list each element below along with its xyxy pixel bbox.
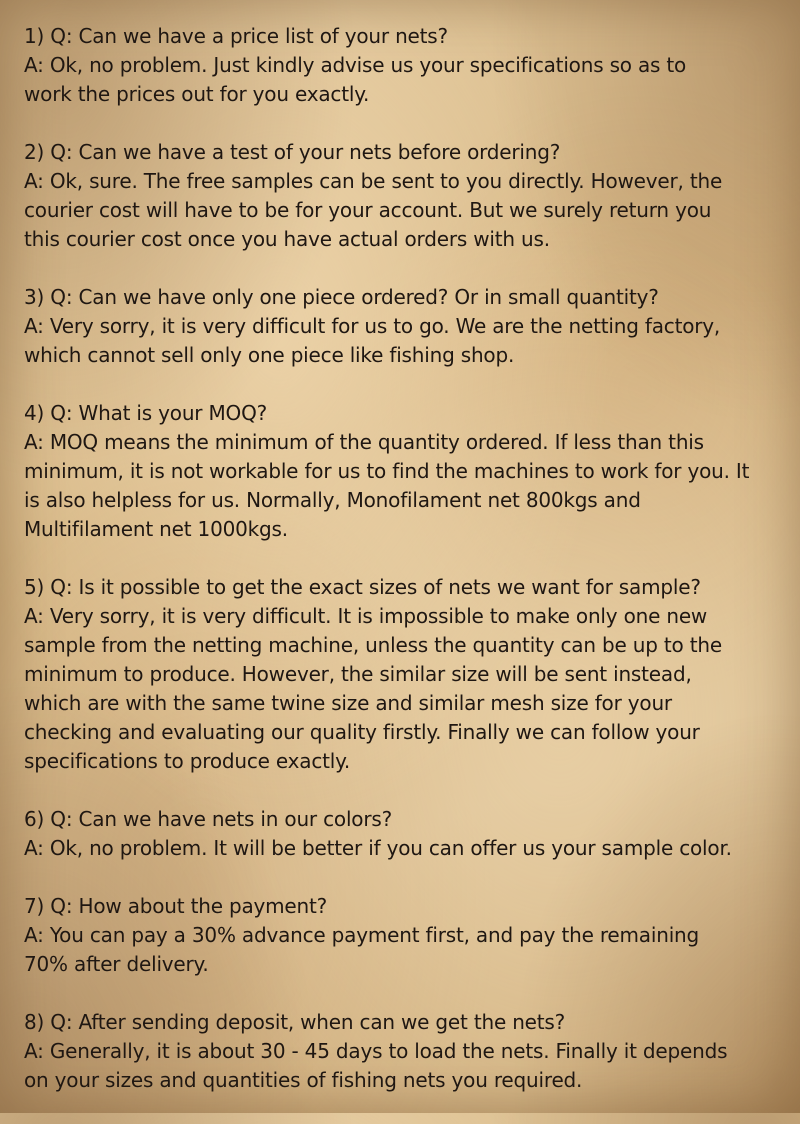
faq-question: 7) Q: How about the payment? [24,894,328,918]
faq-question: 8) Q: After sending deposit, when can we get the nets? [24,1010,566,1034]
faq-answer-line: 70% after delivery. [24,952,209,976]
faq-item-4 [24,399,788,544]
faq-answer-line: A: Generally, it is about 30 - 45 days to load the nets. Finally it depends [24,1039,728,1063]
faq-question: 6) Q: Can we have nets in our colors? [24,807,392,831]
faq-item-3 [24,283,788,370]
faq-item-5 [24,573,788,776]
faq-answer-line: courier cost will have to be for your account. But we surely return you [24,198,712,222]
faq-answer-line: specifications to produce exactly. [24,749,351,773]
faq-answer-line: A: You can pay a 30% advance payment first, and pay the remaining [24,923,700,947]
faq-answer-line: is also helpless for us. Normally, Monofilament net 800kgs and [24,488,641,512]
faq-answer-line: A: Ok, no problem. It will be better if you can offer us your sample color. [24,836,732,860]
faq-item-1 [24,22,788,109]
faq-answer-line: checking and evaluating our quality firstly. Finally we can follow your [24,720,700,744]
faq-item-8 [24,1008,788,1095]
faq-answer-line: A: Very sorry, it is very difficult for us to go. We are the netting factory, [24,314,721,338]
faq-answer-line: A: Ok, no problem. Just kindly advise us your specifications so as to [24,53,687,77]
faq-answer-line: which are with the same twine size and similar mesh size for your [24,691,672,715]
faq-item-6 [24,805,788,863]
faq-question: 5) Q: Is it possible to get the exact sizes of nets we want for sample? [24,575,701,599]
faq-answer-line: sample from the netting machine, unless the quantity can be up to the [24,633,722,657]
faq-question: 3) Q: Can we have only one piece ordered? Or in small quantity? [24,285,659,309]
faq-answer-line: this courier cost once you have actual orders with us. [24,227,550,251]
faq-answer-line: work the prices out for you exactly. [24,82,370,106]
faq-answer-line: minimum to produce. However, the similar size will be sent instead, [24,662,692,686]
faq-question: 1) Q: Can we have a price list of your nets? [24,24,448,48]
faq-answer-line: Multifilament net 1000kgs. [24,517,288,541]
faq-question: 2) Q: Can we have a test of your nets before ordering? [24,140,561,164]
faq-answer-line: which cannot sell only one piece like fishing shop. [24,343,515,367]
faq-list [24,22,788,1124]
faq-answer-line: A: Very sorry, it is very difficult. It is impossible to make only one new [24,604,708,628]
faq-answer-line: A: MOQ means the minimum of the quantity ordered. If less than this [24,430,704,454]
faq-question: 4) Q: What is your MOQ? [24,401,268,425]
faq-answer-line: A: Ok, sure. The free samples can be sent to you directly. However, the [24,169,723,193]
faq-answer-line: minimum, it is not workable for us to find the machines to work for you. It [24,459,750,483]
faq-item-2 [24,138,788,254]
faq-item-7 [24,892,788,979]
faq-answer-line: on your sizes and quantities of fishing nets you required. [24,1068,583,1092]
